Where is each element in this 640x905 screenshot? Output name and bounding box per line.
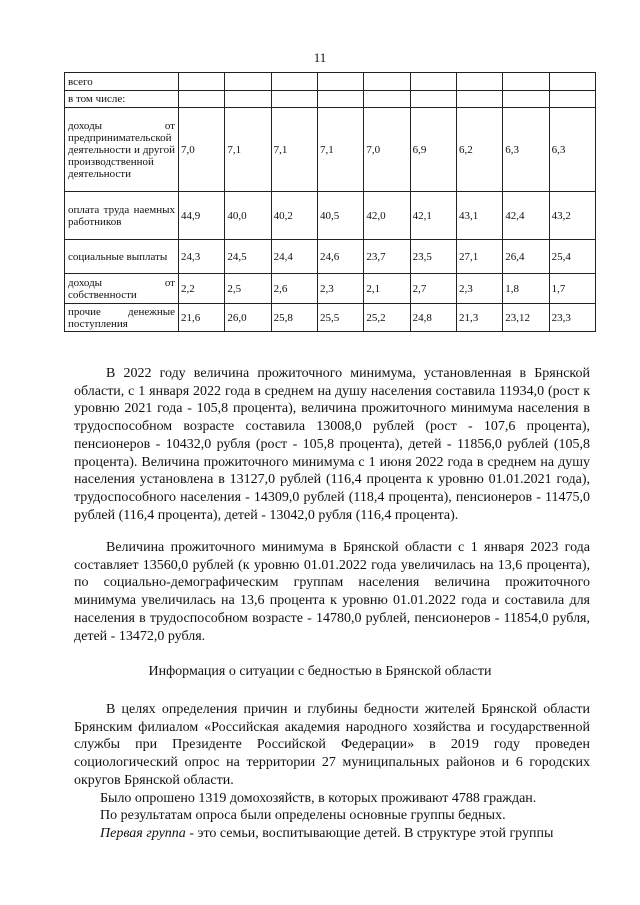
table-row (65, 73, 596, 91)
table-cell: 2,2 (179, 274, 225, 304)
table-cell (549, 73, 595, 91)
first-group-text: - это семьи, воспитывающие детей. В структуре этой группы (185, 825, 554, 841)
table-cell: 24,3 (179, 240, 225, 274)
table-cell: 7,1 (271, 108, 317, 192)
table-cell (271, 73, 317, 91)
table-cell (456, 91, 502, 108)
first-group-paragraph (74, 825, 590, 843)
table-cell (456, 73, 502, 91)
table-row (65, 192, 596, 240)
groups-paragraph: По результатам опроса были определены основные группы бедных. (100, 808, 506, 824)
first-group-term: Первая группа (100, 825, 186, 841)
table-cell: 7,0 (179, 108, 225, 192)
table-cell: 7,1 (317, 108, 363, 192)
table-cell: 2,7 (410, 274, 456, 304)
table-cell: 25,4 (549, 240, 595, 274)
row-label: доходы от предпринимательской деятельности и другой производственной деятельности (65, 108, 179, 192)
table-cell: 7,0 (364, 108, 410, 192)
table-cell: 24,5 (225, 240, 271, 274)
table-cell (271, 91, 317, 108)
table-cell: 26,0 (225, 304, 271, 332)
table-cell (364, 73, 410, 91)
table-cell (549, 91, 595, 108)
row-label: доходы от собственности (65, 274, 179, 304)
table-cell: 24,6 (317, 240, 363, 274)
table-cell: 24,4 (271, 240, 317, 274)
table-cell: 40,2 (271, 192, 317, 240)
page-number: 11 (313, 50, 327, 65)
row-label: социальные выплаты (65, 240, 179, 274)
table-cell (179, 73, 225, 91)
section-heading: Информация о ситуации с бедностью в Брянской области (148, 664, 492, 679)
table-cell: 44,9 (179, 192, 225, 240)
table-cell (225, 73, 271, 91)
table-cell: 2,5 (225, 274, 271, 304)
table-cell: 21,3 (456, 304, 502, 332)
table-cell: 25,2 (364, 304, 410, 332)
table-cell: 6,3 (549, 108, 595, 192)
row-label: оплата труда наемных работников (65, 192, 179, 240)
table-cell (410, 91, 456, 108)
income-structure-table (64, 72, 596, 332)
table-cell: 2,6 (271, 274, 317, 304)
living-wage-2023-paragraph: Величина прожиточного минимума в Брянской области с 1 января 2023 года составляет 13560,0 рублей (к уровню 01.01.2022 года увеличилась на 13,6 процента), по социально-демографическим группам населения величина прожиточного минимума увеличилась на 13,6 процента к уровню 01.01.2022 года и составила для населения в трудоспособном возрасте - 14780,0 рублей, пенсионеров - 11854,0 рубля, детей - 13472,0 рубля. (74, 540, 590, 644)
table-cell (317, 73, 363, 91)
table-row (65, 304, 596, 332)
survey-paragraph: В целях определения причин и глубины бедности жителей Брянской области Брянским филиалом «Российская академия народного хозяйства и государственной службы при Президенте Российской Федерации» в 2019 году проведен социологический опрос на территории 27 муниципальных районов и 6 городских округов Брянской области. (74, 702, 590, 788)
table-cell: 6,9 (410, 108, 456, 192)
table-cell (317, 91, 363, 108)
table-cell: 25,5 (317, 304, 363, 332)
table-cell: 42,4 (503, 192, 549, 240)
table-cell: 42,0 (364, 192, 410, 240)
table-cell: 6,2 (456, 108, 502, 192)
table-cell: 27,1 (456, 240, 502, 274)
table-cell: 23,7 (364, 240, 410, 274)
row-label: в том числе: (65, 91, 179, 108)
table-cell: 1,8 (503, 274, 549, 304)
table-cell: 23,5 (410, 240, 456, 274)
table-cell: 23,12 (503, 304, 549, 332)
table-cell: 7,1 (225, 108, 271, 192)
table-cell: 40,0 (225, 192, 271, 240)
row-label: прочие денежные поступления (65, 304, 179, 332)
table-cell (225, 91, 271, 108)
table-cell: 40,5 (317, 192, 363, 240)
table-cell: 24,8 (410, 304, 456, 332)
table-cell: 1,7 (549, 274, 595, 304)
table-cell (410, 73, 456, 91)
table-cell: 43,2 (549, 192, 595, 240)
table-cell: 43,1 (456, 192, 502, 240)
table-row (65, 108, 596, 192)
table-cell: 23,3 (549, 304, 595, 332)
table-cell (179, 91, 225, 108)
table-cell: 6,3 (503, 108, 549, 192)
table-cell: 2,3 (456, 274, 502, 304)
table-cell (364, 91, 410, 108)
table-row (65, 274, 596, 304)
living-wage-2022-paragraph: В 2022 году величина прожиточного минимума, установленная в Брянской области, с 1 января 2022 года в среднем на душу населения составила 11934,0 (рост к уровню 2021 года - 105,8 процента), величина прожиточного минимума населения в трудоспособном возрасте составила 13008,0 рублей (рост - 107,6 процента), пенсионеров - 10432,0 рубля (рост - 105,8 процента), детей - 11856,0 рублей (105,8 процента). Величина прожиточного минимума с 1 июня 2022 года в среднем на душу населения установлена в 13127,0 рублей (116,4 процента к уровню 01.01.2021 года), трудоспособного населения - 14309,0 рублей (118,4 процента), пенсионеров - 11475,0 рублей (116,4 процента), детей - 13042,0 рубля (116,4 процента). (74, 366, 590, 523)
table-row (65, 91, 596, 108)
table-cell: 42,1 (410, 192, 456, 240)
table-cell (503, 73, 549, 91)
table-cell: 25,8 (271, 304, 317, 332)
table-row (65, 240, 596, 274)
table-cell (503, 91, 549, 108)
row-label: всего (65, 73, 179, 91)
households-paragraph: Было опрошено 1319 домохозяйств, в которых проживают 4788 граждан. (100, 790, 537, 806)
poverty-survey-section (74, 701, 590, 843)
table-cell: 2,3 (317, 274, 363, 304)
table-cell: 26,4 (503, 240, 549, 274)
table-cell: 2,1 (364, 274, 410, 304)
table-cell: 21,6 (179, 304, 225, 332)
